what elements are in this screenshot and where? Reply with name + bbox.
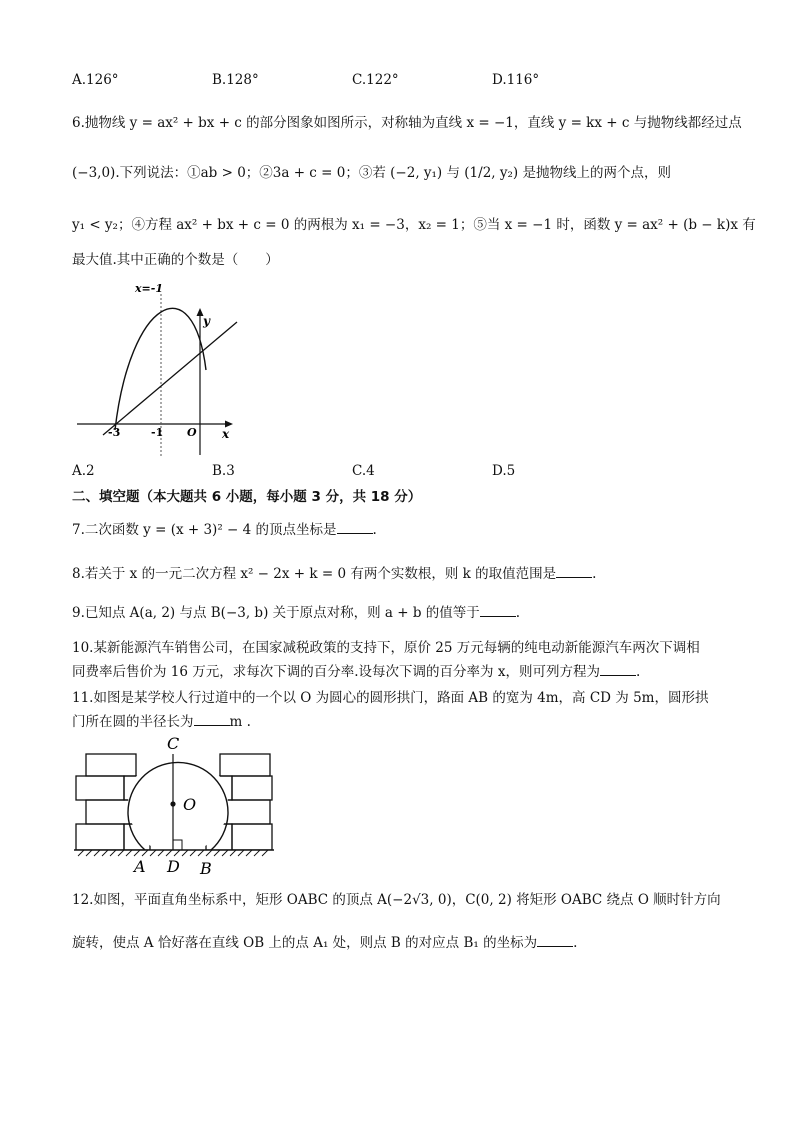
q5-option-b: B.128°: [212, 72, 259, 88]
tick-label-minus-1: -1: [151, 426, 164, 439]
q11-line-1: 11.如图是某学校人行过道中的一个以 O 为圆心的圆形拱门，路面 AB 的宽为 4m，高 CD 为 5m，圆形拱: [72, 690, 709, 706]
q6-line-4: 最大值.其中正确的个数是（ ）: [72, 252, 279, 268]
arch-circle: [128, 762, 228, 850]
arch-label-c: C: [167, 734, 180, 753]
q6-option-c: C.4: [352, 463, 375, 479]
q10-answer-blank[interactable]: [600, 663, 636, 676]
q9-tail: .: [515, 605, 521, 621]
q5-option-c: C.122°: [352, 72, 399, 88]
q6-option-d: D.5: [492, 463, 516, 479]
center-point: [170, 801, 175, 806]
q11-answer-blank[interactable]: [194, 713, 230, 726]
q6-line-3: y₁ < y₂；④方程 ax² + bx + c = 0 的两根为 x₁ = −3，x₂ = 1；⑤当 x = −1 时，函数 y = ax² + (b − k)x 有: [72, 217, 756, 233]
q9-answer-blank[interactable]: [480, 604, 516, 617]
q6-option-a: A.2: [72, 463, 95, 479]
q11-line-2-text: 门所在圆的半径长为: [72, 714, 194, 730]
q7-text: 7.二次函数 y = (x + 3)² − 4 的顶点坐标是: [72, 522, 337, 538]
question-10-line-2: [72, 662, 640, 682]
tick-label-minus-3: -3: [108, 426, 121, 439]
arch-label-b: B: [200, 859, 212, 878]
q11-tail: m .: [229, 714, 251, 730]
ground-hatching: [78, 850, 268, 856]
q7-tail: .: [372, 522, 377, 538]
q8-answer-blank[interactable]: [556, 565, 592, 578]
q10-line-1: 10.某新能源汽车销售公司，在国家减税政策的支持下，原价 25 万元每辆的纯电动新能源汽车两次下调相: [72, 640, 700, 656]
arch-label-o: O: [183, 795, 197, 814]
q12-answer-blank[interactable]: [537, 934, 573, 947]
symmetry-label: x=-1: [135, 282, 163, 295]
straight-line: [103, 322, 237, 435]
q12-tail: .: [573, 935, 578, 951]
question-8: [72, 564, 596, 584]
parabola-figure: [75, 280, 245, 460]
arch-label-a: A: [134, 857, 146, 876]
q5-option-a: A.126°: [72, 72, 119, 88]
q7-answer-blank[interactable]: [337, 521, 373, 534]
q9-text: 9.已知点 A(a, 2) 与点 B(−3, b) 关于原点对称，则 a + b 的值等于: [72, 605, 480, 621]
question-9: [72, 603, 520, 623]
right-angle-mark: [173, 840, 182, 850]
arch-label-d: D: [167, 857, 180, 876]
q8-text: 8.若关于 x 的一元二次方程 x² − 2x + k = 0 有两个实数根，则 k 的取值范围是: [72, 566, 557, 582]
q6-option-b: B.3: [212, 463, 235, 479]
q12-line-1: 12.如图，平面直角坐标系中，矩形 OABC 的顶点 A(−2√3, 0)，C(0, 2) 将矩形 OABC 绕点 O 顺时针方向: [72, 892, 721, 908]
origin-label: O: [187, 426, 197, 439]
y-axis-label: y: [203, 314, 210, 328]
question-12-line-2: [72, 933, 577, 953]
q10-line-2-text: 同费率后售价为 16 万元，求每次下调的百分率.设每次下调的百分率为 x，则可列方程为: [72, 664, 600, 680]
arch-figure: [72, 732, 277, 880]
section-2-title: 二、填空题（本大题共 6 小题，每小题 3 分，共 18 分）: [72, 489, 422, 505]
q6-line-1: 6.抛物线 y = ax² + bx + c 的部分图象如图所示，对称轴为直线 x = −1，直线 y = kx + c 与抛物线都经过点: [72, 115, 742, 131]
question-11-line-2: [72, 712, 251, 732]
q5-option-d: D.116°: [492, 72, 540, 88]
q6-line-2: (−3,0).下列说法：①ab > 0；②3a + c = 0；③若 (−2, y₁) 与 (1/2, y₂) 是抛物线上的两个点，则: [72, 165, 671, 181]
q10-tail: .: [635, 664, 641, 680]
q8-tail: .: [592, 566, 597, 582]
q12-line-2-text: 旋转，使点 A 恰好落在直线 OB 上的点 A₁ 处，则点 B 的对应点 B₁ 的坐标为: [72, 935, 538, 951]
question-7: [72, 520, 377, 540]
x-axis-label: x: [222, 427, 230, 441]
